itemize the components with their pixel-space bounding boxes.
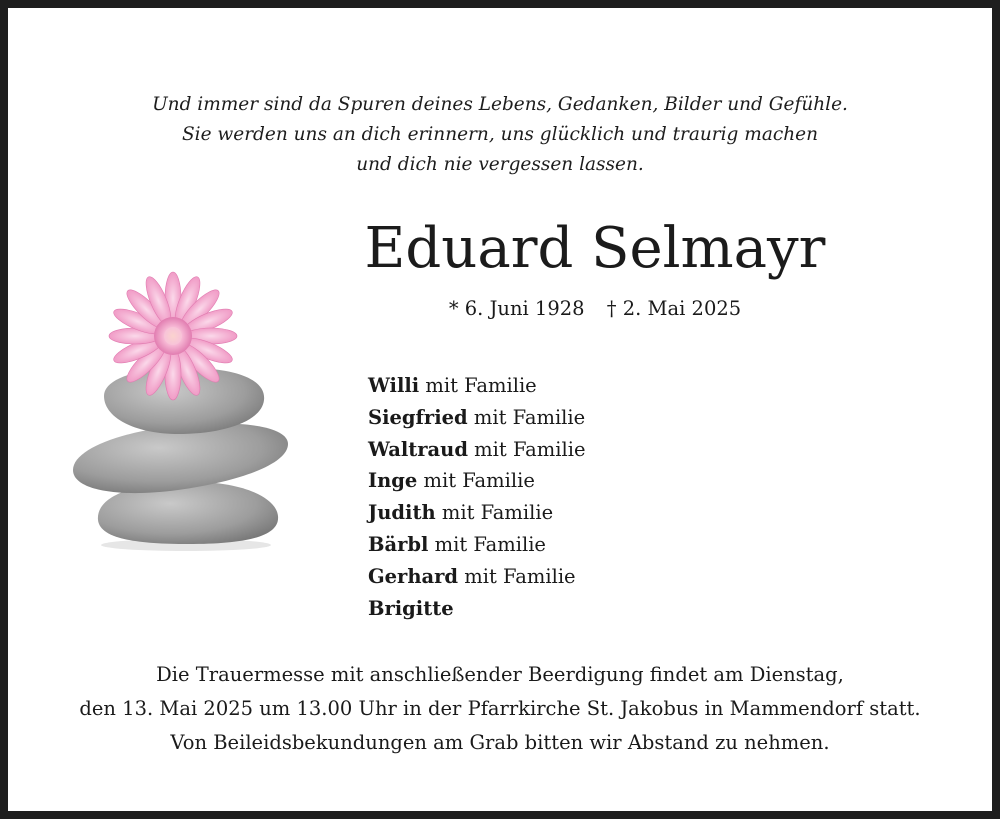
mourner-suffix: mit Familie <box>428 532 546 556</box>
list-item <box>368 529 586 561</box>
poem-line: Und immer sind da Spuren deines Lebens, Gedanken, Bilder und Gefühle. <box>152 94 848 115</box>
list-item <box>368 370 586 402</box>
notice-line: Von Beileidsbekundungen am Grab bitten wir Abstand zu nehmen. <box>170 731 830 754</box>
funeral-notice <box>8 658 992 760</box>
flower-on-stones-icon <box>68 258 298 558</box>
mourner-suffix: mit Familie <box>467 405 586 429</box>
mourner-name: Inge <box>368 469 418 493</box>
mourner-name: Judith <box>368 501 436 525</box>
life-dates <box>360 294 830 324</box>
poem-line: und dich nie vergessen lassen. <box>356 154 644 175</box>
notice-line: den 13. Mai 2025 um 13.00 Uhr in der Pfarrkirche St. Jakobus in Mammendorf statt. <box>79 697 921 720</box>
list-item <box>368 402 586 434</box>
mourner-name: Siegfried <box>368 405 468 429</box>
list-item <box>368 434 586 466</box>
poem-line: Sie werden uns an dich erinnern, uns glücklich und traurig machen <box>182 124 818 145</box>
list-item <box>368 497 586 529</box>
deceased-name: Eduard Selmayr <box>364 216 826 281</box>
birth-date: * 6. Juni 1928 <box>448 297 585 320</box>
mourner-name: Bärbl <box>368 532 429 556</box>
mourner-name: Brigitte <box>368 596 454 620</box>
memorial-poem <box>8 90 992 180</box>
death-date: † 2. Mai 2025 <box>606 297 742 320</box>
mourner-name: Waltraud <box>368 437 468 461</box>
mourner-suffix: mit Familie <box>435 501 554 525</box>
mourner-suffix: mit Familie <box>467 437 586 461</box>
mourner-suffix: mit Familie <box>458 564 576 588</box>
list-item <box>368 593 586 625</box>
list-item <box>368 465 586 497</box>
mourner-suffix: mit Familie <box>419 374 537 397</box>
mourners-list <box>368 370 586 624</box>
mourner-name: Willi <box>368 374 420 397</box>
notice-line: Die Trauermesse mit anschließender Beerdigung findet am Dienstag, <box>156 663 844 686</box>
mourner-name: Gerhard <box>368 564 459 588</box>
mourner-suffix: mit Familie <box>417 469 535 493</box>
list-item <box>368 561 586 593</box>
